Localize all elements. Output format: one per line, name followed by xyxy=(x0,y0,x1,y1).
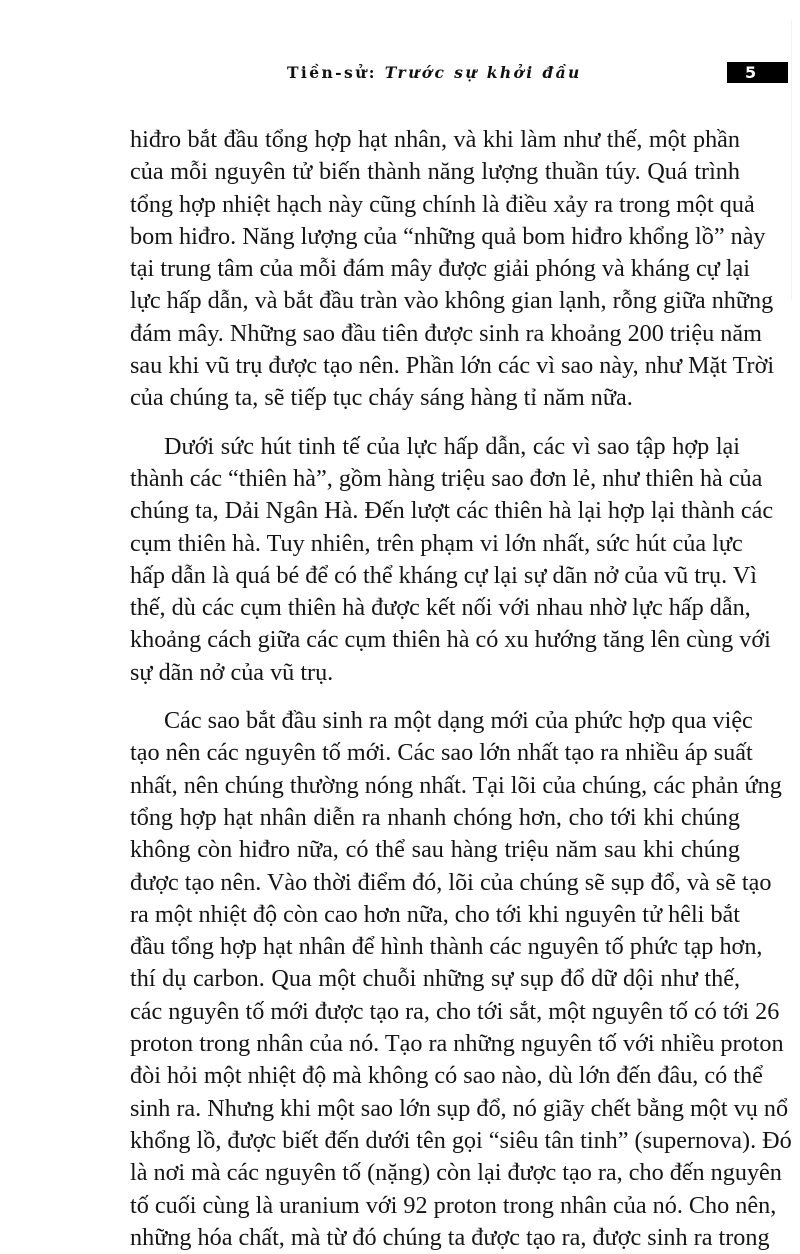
text-line: hấp dẫn là quá bé để có thể kháng cự lại sự dãn nở của vũ trụ. Vì xyxy=(130,561,757,589)
text-line: sự dãn nở của vũ trụ. xyxy=(130,658,334,686)
text-line: tổng hợp nhiệt hạch này cũng chính là điều xảy ra trong một quả xyxy=(130,190,755,218)
text-line: sau khi vũ trụ được tạo nên. Phần lớn các vì sao này, như Mặt Trời xyxy=(130,352,775,380)
text-line: Các sao bắt đầu sinh ra một dạng mới của phức hợp qua việc xyxy=(164,707,753,735)
page-number: 5 xyxy=(727,62,788,83)
text-line: Dưới sức hút tinh tế của lực hấp dẫn, các vì sao tập hợp lại xyxy=(164,432,740,460)
text-line: tố cuối cùng là uranium với 92 proton trong nhân của nó. Cho nên, xyxy=(130,1191,777,1219)
chapter-title: Trước sự khởi đầu xyxy=(384,63,582,82)
paragraph-1 xyxy=(130,124,775,415)
text-line: của mỗi nguyên tử biến thành năng lượng thuần túy. Quá trình xyxy=(130,158,740,186)
text-line: của chúng ta, sẽ tiếp tục cháy sáng hàng tỉ năm nữa. xyxy=(130,384,633,412)
body-text xyxy=(130,124,792,1254)
text-line: thành các “thiên hà”, gồm hàng triệu sao đơn lẻ, như thiên hà của xyxy=(130,464,763,492)
text-line: đòi hỏi một nhiệt độ mà không có sao nào, dù lớn đến đâu, có thể xyxy=(130,1062,763,1090)
text-line: nhất, nên chúng thường nóng nhất. Tại lõi của chúng, các phản ứng xyxy=(130,771,782,799)
text-line: những hóa chất, mà từ đó chúng ta được tạo ra, được sinh ra trong xyxy=(130,1223,770,1251)
text-line: thế, dù các cụm thiên hà được kết nối với nhau nhờ lực hấp dẫn, xyxy=(130,594,751,622)
text-line: khổng lồ, được biết đến dưới tên gọi “siêu tân tinh” (supernova). Đó xyxy=(130,1126,792,1154)
text-line: thí dụ carbon. Qua một chuỗi những sự sụp đổ dữ dội như thế, xyxy=(130,965,740,993)
text-line: tổng hợp hạt nhân diễn ra nhanh chóng hơn, cho tới khi chúng xyxy=(130,803,740,831)
text-line: chúng ta, Dải Ngân Hà. Đến lượt các thiên hà lại hợp lại thành các xyxy=(130,497,774,525)
text-line: khoảng cách giữa các cụm thiên hà có xu hướng tăng lên cùng với xyxy=(130,626,771,654)
running-header xyxy=(287,60,582,86)
text-line: sinh ra. Nhưng khi một sao lớn sụp đổ, nó giãy chết bằng một vụ nổ xyxy=(130,1094,789,1122)
text-line: đám mây. Những sao đầu tiên được sinh ra khoảng 200 triệu năm xyxy=(130,319,762,347)
scan-edge-divider xyxy=(791,20,792,300)
text-line: lực hấp dẫn, và bắt đầu tràn vào không gian lạnh, rỗng giữa những xyxy=(130,287,774,315)
text-line: hiđro bắt đầu tổng hợp hạt nhân, và khi làm như thế, một phần xyxy=(130,126,740,153)
text-line: bom hiđro. Năng lượng của “những quả bom hiđro khổng lồ” này xyxy=(130,222,766,250)
chapter-prefix: Tiền-sử: xyxy=(287,63,385,82)
text-line: proton trong nhân của nó. Tạo ra những nguyên tố với nhiều proton xyxy=(130,1030,784,1058)
text-line: là nơi mà các nguyên tố (nặng) còn lại được tạo ra, cho đến nguyên xyxy=(130,1159,782,1187)
text-line: đầu tổng hợp hạt nhân để hình thành các nguyên tố phức tạp hơn, xyxy=(130,933,763,961)
text-line: được tạo nên. Vào thời điểm đó, lõi của chúng sẽ sụp đổ, và sẽ tạo xyxy=(130,868,772,896)
paragraph-3 xyxy=(130,705,792,1254)
text-line: các nguyên tố mới được tạo ra, cho tới sắt, một nguyên tố có tới 26 xyxy=(130,997,780,1025)
paragraph-2 xyxy=(130,431,774,689)
text-line: tại trung tâm của mỗi đám mây được giải phóng và kháng cự lại xyxy=(130,255,751,283)
text-line: ra một nhiệt độ còn cao hơn nữa, cho tới khi nguyên tử hêli bắt xyxy=(130,900,740,928)
text-line: không còn hiđro nữa, có thể sau hàng triệu năm sau khi chúng xyxy=(130,836,740,864)
text-line: cụm thiên hà. Tuy nhiên, trên phạm vi lớn nhất, sức hút của lực xyxy=(130,529,743,557)
text-line: tạo nên các nguyên tố mới. Các sao lớn nhất tạo ra nhiều áp suất xyxy=(130,739,753,767)
